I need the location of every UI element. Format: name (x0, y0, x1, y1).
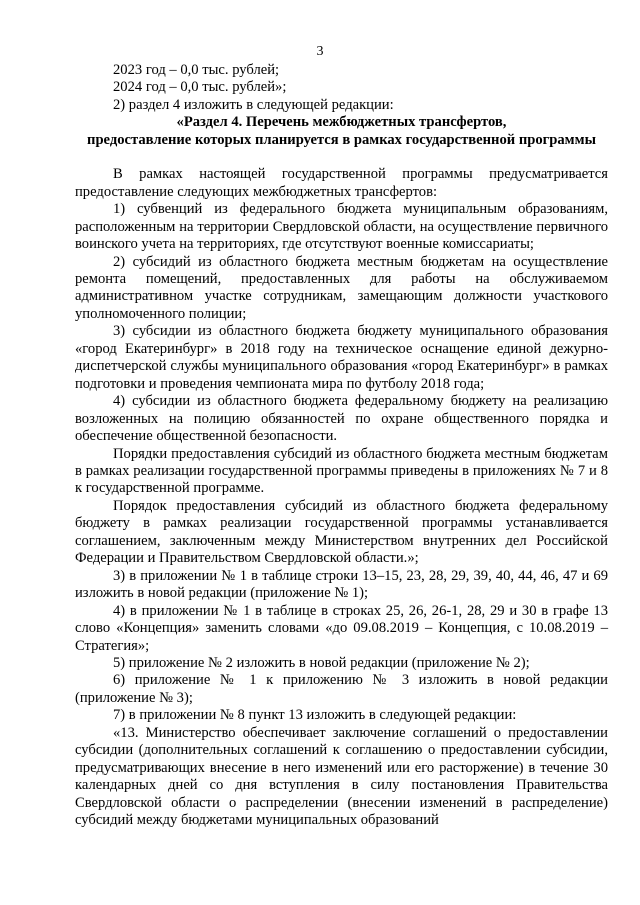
item-2-intro: 2) раздел 4 изложить в следующей редакции: (113, 96, 394, 113)
budget-line-2023: 2023 год – 0,0 тыс. рублей; (113, 62, 280, 78)
paragraph-item-3: 3) субсидии из областного бюджета бюджету муниципального образования «город Екатеринбург» в 2018 году на техническое оснащение единой дежурно-диспетчерской службы муниципального образования «город Екатеринбург» в рамках подготовки и проведения чемпионата мира по футболу 2018 года; (75, 323, 608, 392)
paragraph-item-1: 1) субвенций из федерального бюджета муниципальным образованиям, расположенным на территории Свердловской области, на осуществление первичного воинского учета на территориях, где отсутствуют военные комиссариаты; (75, 201, 608, 253)
budget-line-2024: 2024 год – 0,0 тыс. рублей»; (113, 79, 287, 96)
paragraph-procedures-local: Порядки предоставления субсидий из областного бюджета местным бюджетам в рамках реализации государственной программы приведены в приложениях № 7 и 8 к государственной программе. (75, 445, 608, 497)
section-title-line-1: «Раздел 4. Перечень межбюджетных трансфертов, (176, 114, 507, 131)
paragraph-item-2: 2) субсидий из областного бюджета местным бюджетам на осуществление ремонта помещений, предоставленных для работы на обслуживаемом административном участке сотрудникам, замещающим должности участкового уполномоченного полиции; (75, 253, 608, 322)
document-body (75, 62, 608, 829)
amendment-item-3: 3) в приложении № 1 в таблице строки 13–15, 23, 28, 29, 39, 40, 44, 46, 47 и 69 изложить в новой редакции (приложение № 1); (75, 567, 608, 602)
amendment-item-5: 5) приложение № 2 изложить в новой редакции (приложение № 2); (113, 654, 530, 671)
page-number: 3 (316, 44, 324, 59)
paragraph-item-4: 4) субсидии из областного бюджета федеральному бюджету на реализацию возложенных на полицию обязанностей по охране общественного порядка и обеспечение общественной безопасности. (75, 393, 608, 445)
section-title-line-2: предоставление которых планируется в рамках государственной программы (87, 131, 596, 148)
amendment-item-6: 6) приложение № 1 к приложению № 3 изложить в новой редакции (приложение № 3); (75, 672, 608, 706)
amendment-item-7: 7) в приложении № 8 пункт 13 изложить в следующей редакции: (113, 707, 517, 724)
paragraph-procedure-federal: Порядок предоставления субсидий из областного бюджета федеральному бюджету в рамках реализации государственной программы устанавливается соглашением, заключенным между Министерством внутренних дел Российской Федерации и Правительством Свердловской области.»; (75, 497, 608, 567)
paragraph-13: «13. Министерство обеспечивает заключение соглашений о предоставлении субсидии (дополнительных соглашений к соглашению о предоставлении субсидии, предусматривающих внесение в него изменений или его расторжение) в течение 30 календарных дней со дня вступления в силу постановления Правительства Свердловской области о распределении (внесении изменений в распределение) субсидий между бюджетами муниципальных образований (75, 724, 608, 829)
amendment-item-4: 4) в приложении № 1 в таблице в строках 25, 26, 26-1, 28, 29 и 30 в графе 13 слово «Концепция» заменить словами «до 09.08.2019 – Концепция, с 10.08.2019 – Стратегия»; (75, 602, 608, 654)
paragraph-intro: В рамках настоящей государственной программы предусматривается предоставление следующих межбюджетных трансфертов: (75, 166, 608, 200)
